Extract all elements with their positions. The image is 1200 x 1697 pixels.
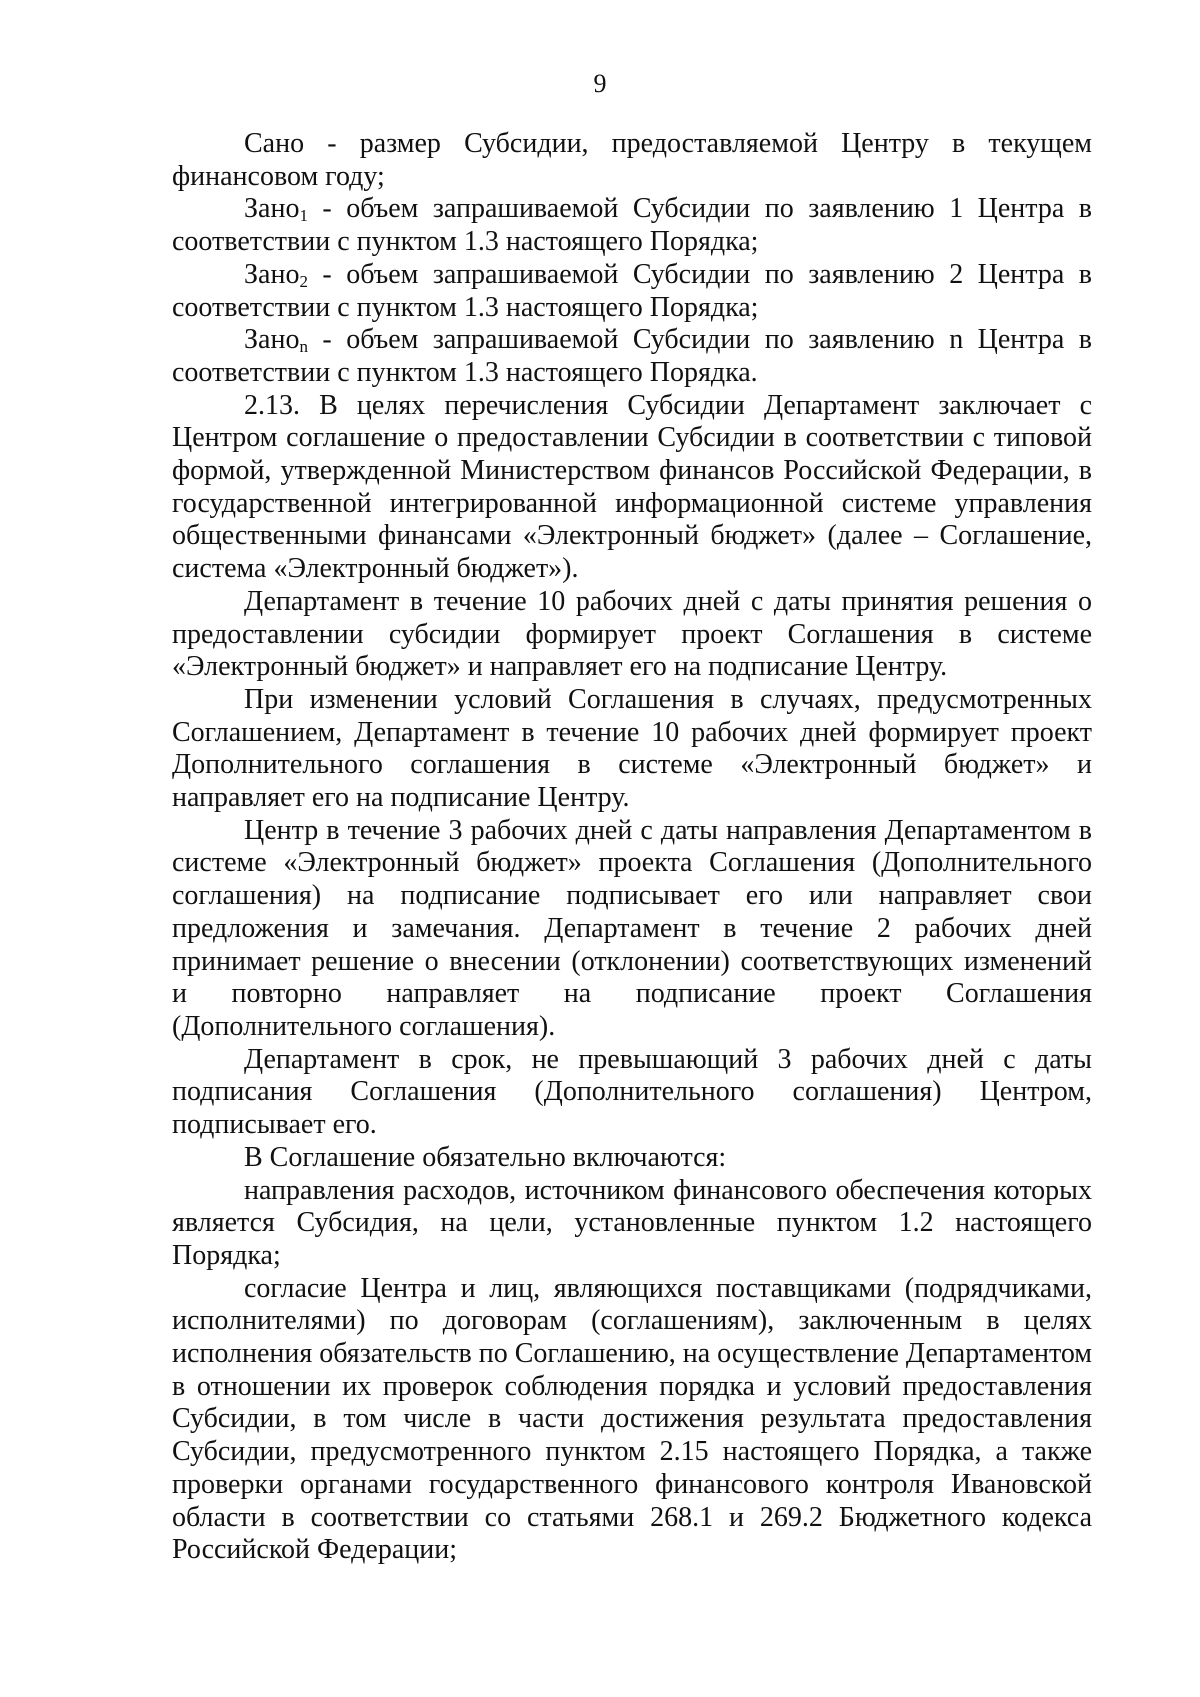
paragraph-zano-2-definition [172, 259, 1092, 324]
variable-subscript: 1 [299, 206, 308, 226]
paragraph-sano-definition: Сано - размер Субсидии, предоставляемой Центру в текущем финансовом году; [172, 128, 1092, 192]
paragraph-agreement-contents-intro: В Соглашение обязательно включаются: [244, 1141, 727, 1173]
document-body [172, 128, 1092, 1567]
variable-name: Зано [244, 324, 300, 356]
variable-name: Зано [244, 258, 300, 290]
paragraph-consent-to-checks: согласие Центра и лиц, являющихся поставщиками (подрядчиками, исполнителями) по договорам (соглашениям), заключенным в целях исполнения обязательств по Соглашению, на осуществление Департаментом в отношении их проверок соблюдения порядка и условий предоставления Субсидии, в том числе в части достижения результата предоставления Субсидии, предусмотренного пунктом 2.15 настоящего Порядка, а также проверки органами государственного финансового контроля Ивановской области в соответствии со статьями 268.1 и 269.2 Бюджетного кодекса Российской Федерации; [172, 1272, 1093, 1566]
definition-text: - объем запрашиваемой Субсидии по заявлению 1 Центра в соответствии с пунктом 1.3 настоящего Порядка; [172, 193, 1092, 258]
paragraph-zano-n-definition [172, 324, 1092, 389]
paragraph-center-signing: Центр в течение 3 рабочих дней с даты направления Департаментом в системе «Электронный бюджет» проекта Соглашения (Дополнительного соглашения) на подписание подписывает его или направляет свои предложения и замечания. Департамент в течение 2 рабочих дней принимает решение о внесении (отклонении) соответствующих изменений и повторно направляет на подписание проект Соглашения (Дополнительного соглашения). [172, 814, 1092, 1042]
paragraph-agreement-drafting: Департамент в течение 10 рабочих дней с даты принятия решения о предоставлении субсидии формирует проект Соглашения в системе «Электронный бюджет» и направляет его на подписание Центру. [172, 585, 1092, 683]
paragraph-clause-2-13: 2.13. В целях перечисления Субсидии Департамент заключает с Центром соглашение о предоставлении Субсидии в соответствии с типовой формой, утвержденной Министерством финансов Российской Федерации, в государственной интегрированной информационной системе управления общественными финансами «Электронный бюджет» (далее – Соглашение, система «Электронный бюджет»). [172, 389, 1092, 585]
paragraph-agreement-amendment: При изменении условий Соглашения в случаях, предусмотренных Соглашением, Департамент в течение 10 рабочих дней формирует проект Дополнительного соглашения в системе «Электронный бюджет» и направляет его на подписание Центру. [172, 683, 1092, 814]
paragraph-department-signing: Департамент в срок, не превышающий 3 рабочих дней с даты подписания Соглашения (Дополнительного соглашения) Центром, подписывает его. [172, 1043, 1092, 1141]
variable-subscript: 2 [299, 271, 308, 291]
page-number: 9 [593, 69, 607, 98]
definition-text: - объем запрашиваемой Субсидии по заявлению 2 Центра в соответствии с пунктом 1.3 настоящего Порядка; [172, 258, 1092, 323]
definition-text: - объем запрашиваемой Субсидии по заявлению n Центра в соответствии с пунктом 1.3 настоящего Порядка. [172, 324, 1092, 388]
variable-subscript: n [299, 337, 308, 357]
paragraph-expense-directions: направления расходов, источником финансового обеспечения которых является Субсидия, на цели, установленные пунктом 1.2 настоящего Порядка; [172, 1174, 1092, 1271]
paragraph-zano-1-definition [172, 193, 1092, 258]
variable-name: Зано [244, 193, 300, 225]
